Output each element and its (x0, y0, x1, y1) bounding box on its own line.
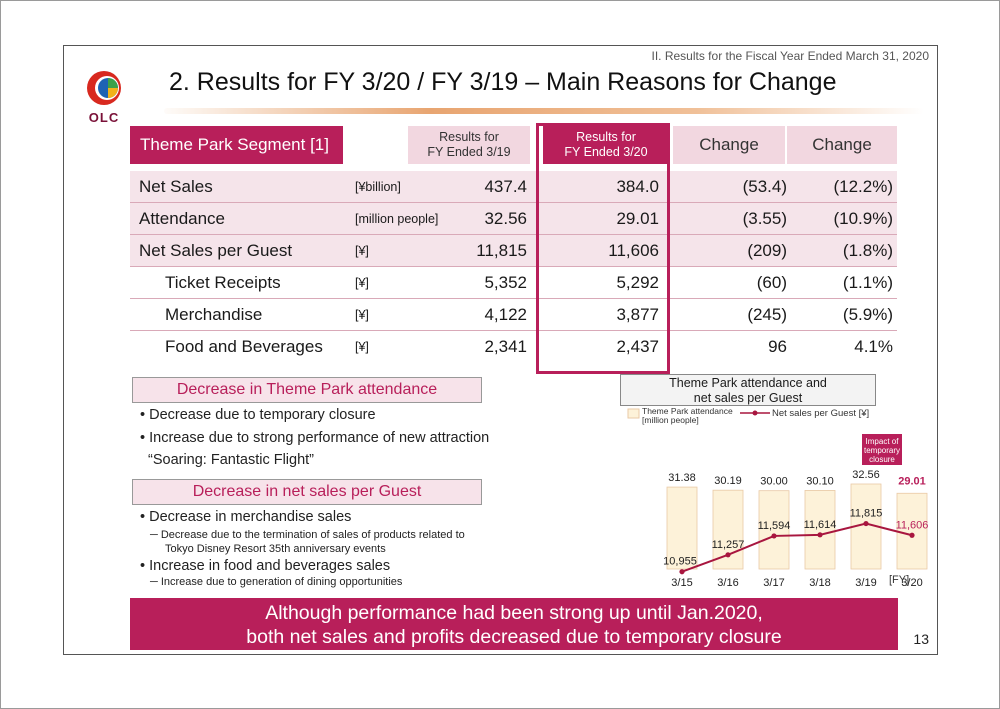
olc-logo-icon (84, 68, 124, 108)
row-change: (3.55) (742, 209, 787, 228)
table-row-attendance (130, 203, 897, 235)
guest-sub-bullet: Tokyo Disney Resort 35th anniversary events (165, 543, 386, 555)
attendance-sales-chart (612, 404, 929, 594)
table-row-ticket-receipts (130, 267, 897, 299)
section-label: II. Results for the Fiscal Year Ended March 31, 2020 (651, 49, 929, 63)
row-unit: [¥] (355, 244, 369, 258)
net-sales-label: 10,955 (663, 555, 697, 568)
segment-label: Theme Park Segment [1] (130, 126, 343, 164)
impact-annotation-line3: closure (869, 455, 895, 464)
guest-reason-heading: Decrease in net sales per Guest (132, 479, 482, 505)
col-header-cur-line2: FY Ended 3/20 (564, 145, 648, 159)
title-underline (164, 108, 924, 114)
row-cur: 5,292 (616, 273, 659, 292)
row-label: Ticket Receipts (165, 273, 281, 292)
net-sales-label: 11,594 (757, 519, 791, 532)
row-unit: [million people] (355, 212, 439, 226)
x-tick-label: 3/20 (901, 577, 923, 589)
row-change: (245) (747, 305, 787, 324)
col-header-change-pct: Change (787, 126, 897, 164)
net-sales-point (771, 533, 776, 538)
current-year-highlight (536, 123, 670, 374)
row-change-pct: (12.2%) (833, 177, 893, 196)
page-title: 2. Results for FY 3/20 / FY 3/19 – Main Reasons for Change (169, 68, 837, 96)
row-change-pct: (1.1%) (842, 273, 893, 292)
row-unit: [¥] (355, 340, 369, 354)
legend-line-label: Net sales per Guest [¥] (772, 408, 870, 419)
chart-title-line2: net sales per Guest (693, 391, 803, 405)
table-row-merchandise (130, 299, 897, 331)
chart-title-line1: Theme Park attendance and (669, 376, 827, 390)
col-header-prev-line2: FY Ended 3/19 (427, 145, 511, 159)
row-change-pct: 4.1% (854, 337, 893, 356)
table-row-net-sales (130, 171, 897, 203)
row-prev: 4,122 (484, 305, 527, 324)
row-change: 96 (768, 337, 787, 356)
row-change-pct: (10.9%) (833, 209, 893, 228)
row-cur: 11,606 (608, 241, 659, 260)
table-row-food-beverages (130, 331, 897, 362)
col-header-prev-line1: Results for (439, 130, 499, 144)
net-sales-point (863, 521, 868, 526)
row-prev: 11,815 (476, 241, 527, 260)
row-change: (209) (747, 241, 787, 260)
row-prev: 2,341 (484, 337, 527, 356)
net-sales-label: 11,614 (803, 518, 837, 531)
attendance-bullet: • Decrease due to temporary closure (140, 407, 376, 423)
summary-banner (130, 598, 898, 650)
impact-annotation-line2: temporary (863, 446, 901, 455)
x-tick-label: 3/19 (855, 577, 877, 589)
olc-logo (84, 68, 124, 124)
banner-line2: both net sales and profits decreased due to temporary closure (246, 626, 782, 648)
col-header-change: Change (673, 126, 785, 164)
attendance-bar-label: 30.19 (714, 475, 742, 488)
attendance-bullet: “Soaring: Fantastic Flight” (148, 452, 315, 468)
attendance-bar-label: 32.56 (852, 469, 880, 481)
net-sales-point (679, 569, 684, 574)
net-sales-point (725, 552, 730, 557)
row-unit: [¥] (355, 276, 369, 290)
net-sales-point (817, 532, 822, 537)
row-change-pct: (5.9%) (842, 305, 893, 324)
net-sales-label: 11,257 (711, 538, 745, 551)
net-sales-point (909, 533, 914, 538)
row-prev: 5,352 (484, 273, 527, 292)
row-change-pct: (1.8%) (842, 241, 893, 260)
legend-bar-label: Theme Park attendance (642, 406, 733, 416)
row-change: (53.4) (742, 177, 787, 196)
logo-text: OLC (88, 110, 120, 125)
row-change: (60) (756, 273, 787, 292)
legend-line-marker (753, 411, 758, 416)
table-row-net-sales-per-guest (130, 235, 897, 267)
row-label: Merchandise (165, 305, 263, 324)
col-header-prev (408, 126, 530, 164)
page-number: 13 (913, 631, 929, 647)
banner-line1: Although performance had been strong up until Jan.2020, (265, 602, 763, 624)
attendance-bullet: • Increase due to strong performance of new attraction (140, 430, 490, 446)
x-axis-unit: [FY] (889, 574, 910, 586)
row-label: Net Sales (139, 177, 213, 196)
x-tick-label: 3/16 (717, 577, 739, 589)
attendance-bar-label: 30.00 (760, 475, 788, 488)
guest-sub-bullet: ─ Decrease due to the termination of sales of products related to (150, 529, 465, 541)
row-label: Net Sales per Guest (139, 241, 293, 260)
row-prev: 437.4 (484, 177, 527, 196)
row-label: Attendance (139, 209, 226, 228)
x-tick-label: 3/17 (763, 577, 785, 589)
row-unit: [¥] (355, 308, 369, 322)
row-cur: 2,437 (616, 337, 659, 356)
x-tick-label: 3/18 (809, 577, 831, 589)
net-sales-label: 11,815 (849, 507, 883, 520)
chart-title (620, 374, 876, 406)
guest-sub-bullet: ─ Increase due to generation of dining opportunities (150, 576, 403, 588)
row-cur: 384.0 (616, 177, 659, 196)
net-sales-label: 11,606 (895, 519, 929, 532)
guest-bullet: • Decrease in merchandise sales (140, 509, 352, 525)
row-prev: 32.56 (484, 209, 527, 228)
attendance-reason-heading: Decrease in Theme Park attendance (132, 377, 482, 403)
row-cur: 3,877 (616, 305, 659, 324)
legend-bar-label-unit: [million people] (642, 415, 699, 425)
row-cur: 29.01 (616, 209, 659, 228)
x-tick-label: 3/15 (671, 577, 693, 589)
legend-bar-swatch (628, 409, 639, 418)
attendance-bar-label: 29.01 (898, 475, 926, 488)
row-unit: [¥billion] (355, 180, 401, 194)
attendance-bar-label: 30.10 (806, 475, 834, 488)
col-header-cur-line1: Results for (576, 130, 636, 144)
guest-bullet: • Increase in food and beverages sales (140, 558, 391, 574)
slide (63, 45, 938, 655)
row-label: Food and Beverages (165, 337, 323, 356)
impact-annotation-line1: Impact of (865, 437, 899, 446)
attendance-bar-label: 31.38 (668, 472, 696, 485)
